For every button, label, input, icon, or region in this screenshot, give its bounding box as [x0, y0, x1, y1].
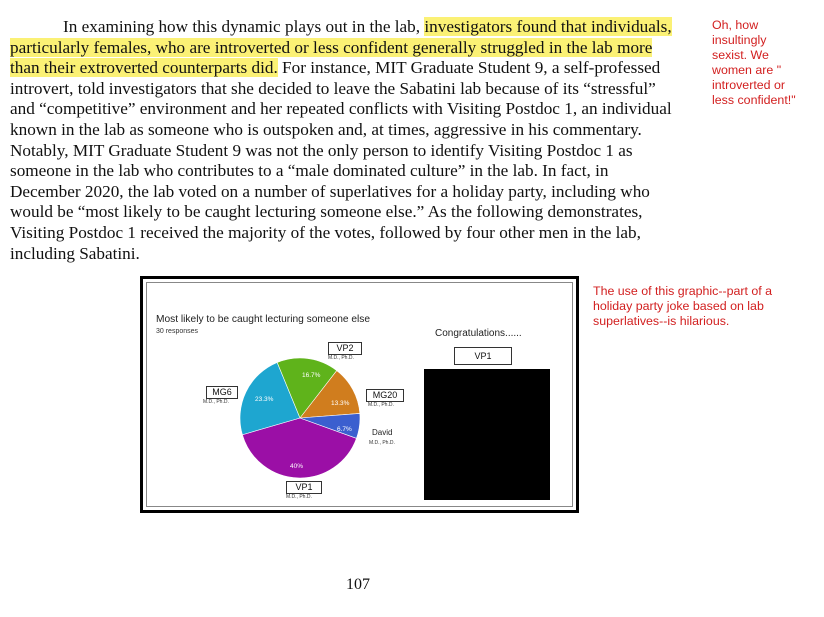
label-mg20-degree: M.D., Ph.D. — [368, 402, 394, 408]
body-paragraph — [10, 17, 710, 264]
pct-label-mg20: 13.3% — [331, 400, 350, 407]
margin-annotation-graphic: The use of this graphic--part of a holiday party joke based on lab superlatives--is hilarious. — [593, 284, 773, 328]
label-vp2: VP2 — [328, 342, 362, 355]
paragraph-line: including Sabatini. — [10, 243, 140, 263]
pct-label-mg6: 23.3% — [255, 396, 274, 403]
paragraph-line: In examining how this dynamic plays out in the lab, investigators found that individuals, — [63, 17, 672, 36]
label-mg6: MG6 — [206, 386, 238, 399]
label-vp1-degree: M.D., Ph.D. — [286, 494, 312, 500]
response-count: 30 responses — [156, 328, 199, 335]
page-number: 107 — [346, 576, 370, 593]
paragraph-line: December 2020, the lab voted on a number of superlatives for a holiday party, including who — [10, 181, 650, 201]
paragraph-line: and “competitive” environment and her repeated conflicts with Visiting Postdoc 1, an individual — [10, 99, 672, 119]
superlative-slide-frame — [140, 276, 579, 513]
label-vp1: VP1 — [286, 481, 322, 494]
pct-label-david: 6.7% — [337, 426, 352, 433]
label-david-degree: M.D., Ph.D. — [369, 440, 395, 446]
highlighted-text: investigators found that individuals, — [424, 17, 672, 36]
paragraph-line: than their extroverted counterparts did. For instance, MIT Graduate Student 9, a self-professed — [10, 58, 661, 78]
label-vp2-degree: M.D., Ph.D. — [328, 355, 354, 361]
label-mg20: MG20 — [366, 389, 404, 402]
paragraph-line: introvert, told investigators that she decided to leave the Sabatini lab because of its “stressful” — [10, 78, 656, 98]
superlative-slide — [146, 282, 573, 507]
redacted-photo — [424, 369, 550, 500]
paragraph-line: Notably, MIT Graduate Student 9 was not the only person to identify Visiting Postdoc 1 as — [10, 140, 633, 160]
pct-label-vp1: 40% — [290, 463, 304, 470]
slide-title: Most likely to be caught lecturing someone else — [156, 314, 371, 325]
pct-label-vp2: 16.7% — [302, 372, 321, 379]
highlighted-text: particularly females, who are introverted or less confident generally struggled in the lab more — [10, 37, 653, 57]
pie-chart — [239, 357, 361, 479]
winner-label: VP1 — [454, 347, 512, 365]
paragraph-line: would be “most likely to be caught lecturing someone else.” As the following demonstrates, — [10, 202, 643, 222]
paragraph-line: Visiting Postdoc 1 received the majority of the votes, followed by four other men in the lab, — [10, 222, 641, 242]
paragraph-line — [10, 38, 710, 59]
label-david: David — [372, 428, 393, 437]
paragraph-line: someone in the lab who contributes to a “male dominated culture” in the lab. In fact, in — [10, 161, 609, 181]
label-mg6-degree: M.D., Ph.D. — [203, 399, 229, 405]
paragraph-line: known in the lab as someone who is outspoken and, at times, aggressive in his commentary. — [10, 119, 642, 139]
margin-annotation-sexist: Oh, how insultingly sexist. We women are " introverted or less confident!" — [712, 18, 796, 107]
highlighted-text: than their extroverted counterparts did. — [10, 58, 278, 78]
congratulations-text: Congratulations...... — [435, 328, 522, 339]
